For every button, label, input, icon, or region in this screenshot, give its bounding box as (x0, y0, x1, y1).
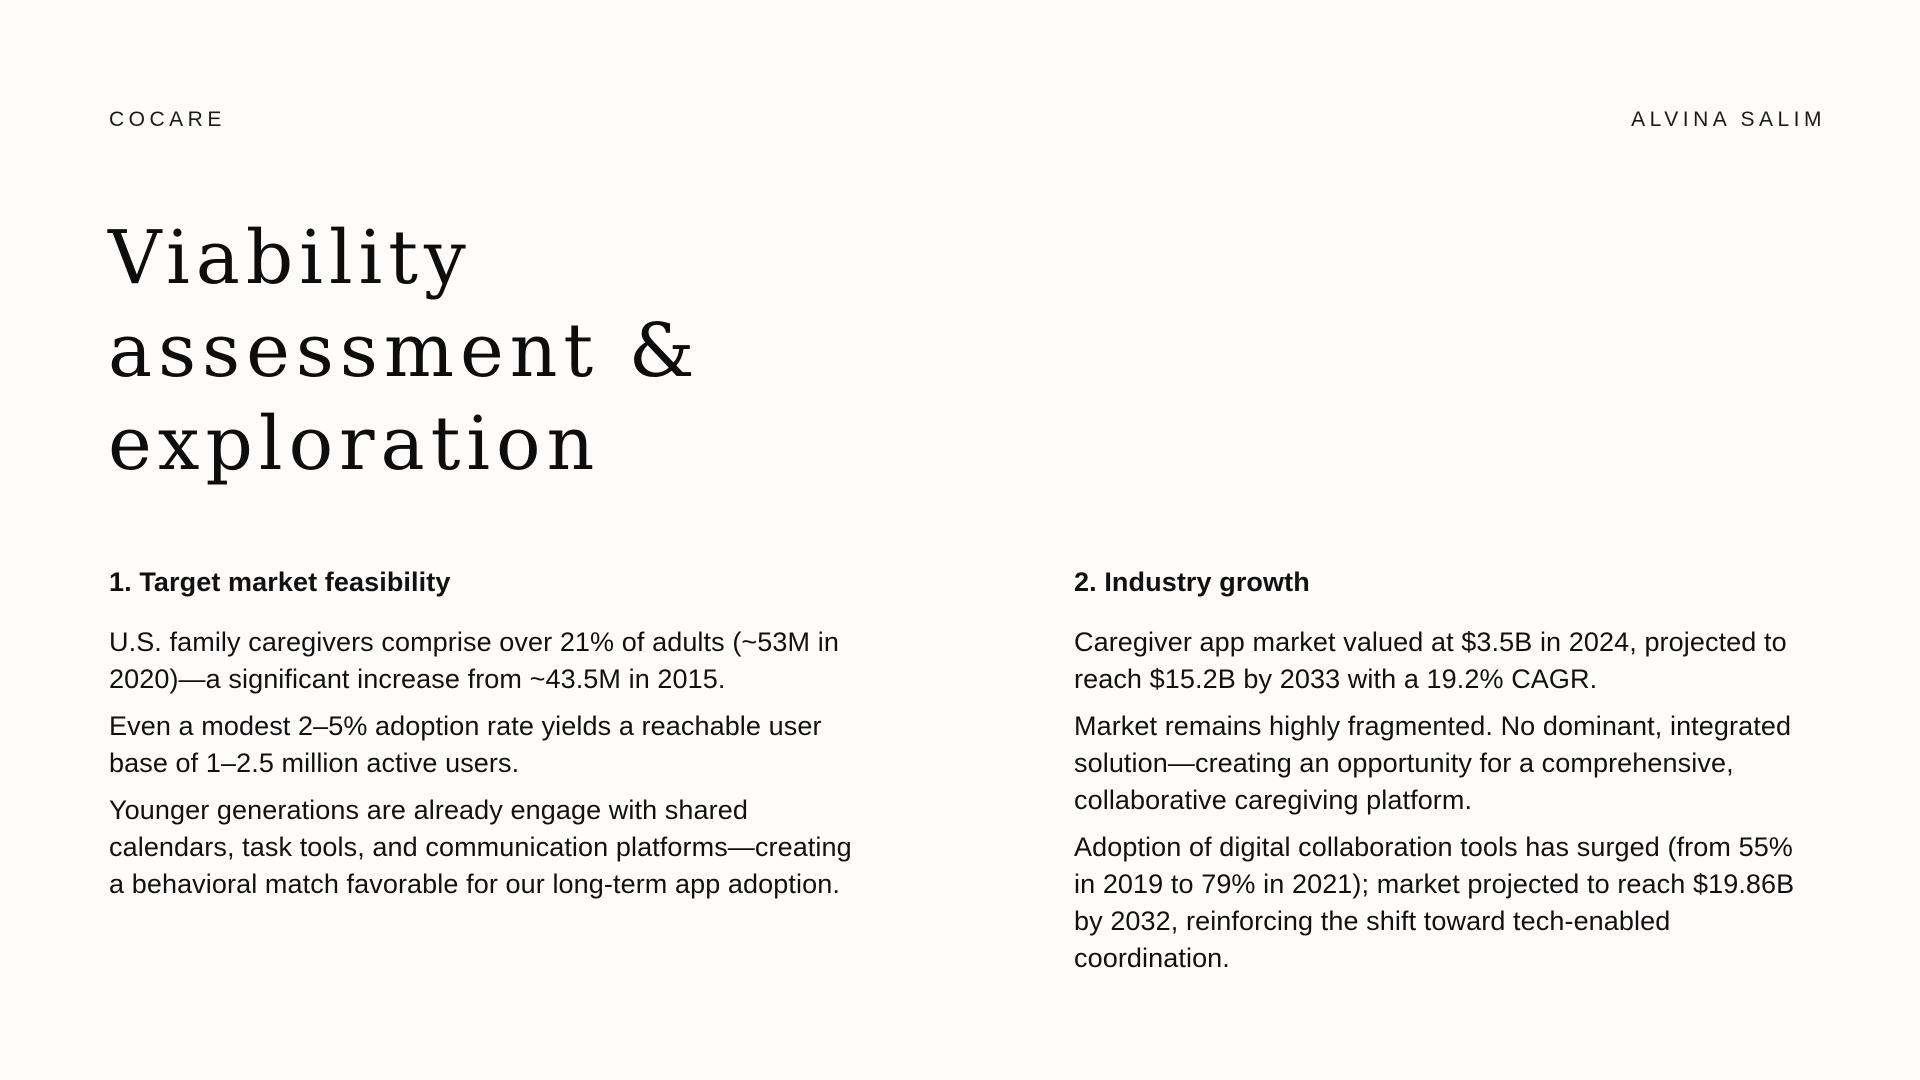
section-paragraph: U.S. family caregivers comprise over 21% of adults (~53M in 2020)—a significant increase from ~43.5M in 2015. (109, 627, 839, 694)
section-industry-growth (1074, 566, 1814, 987)
brand-name: COCARE (109, 108, 226, 131)
section-paragraph: Market remains highly fragmented. No dominant, integrated solution—creating an opportunity for a comprehensive, collaborative caregiving platform. (1074, 711, 1792, 815)
author-name: ALVINA SALIM (1631, 108, 1826, 131)
slide-title (108, 212, 868, 491)
section-target-market (109, 566, 869, 913)
slide-title-line-2: assessment & (108, 308, 701, 394)
section-paragraph: Adoption of digital collaboration tools has surged (from 55% in 2019 to 79% in 2021); market projected to reach $19.86B by 2032, reinforcing the shift toward tech-enabled coordination. (1074, 832, 1795, 973)
section-paragraph: Caregiver app market valued at $3.5B in 2024, projected to reach $15.2B by 2033 with a 19.2% CAGR. (1074, 627, 1787, 694)
slide-title-line-3: exploration (108, 401, 601, 487)
section-paragraph: Even a modest 2–5% adoption rate yields a reachable user base of 1–2.5 million active users. (109, 711, 822, 778)
section-heading: 2. Industry growth (1074, 567, 1310, 597)
slide-title-line-1: Viability (108, 215, 472, 301)
section-paragraph: Younger generations are already engage with shared calendars, task tools, and communication platforms—creating a behavioral match favorable for our long-term app adoption. (109, 795, 852, 899)
section-heading: 1. Target market feasibility (109, 567, 451, 597)
